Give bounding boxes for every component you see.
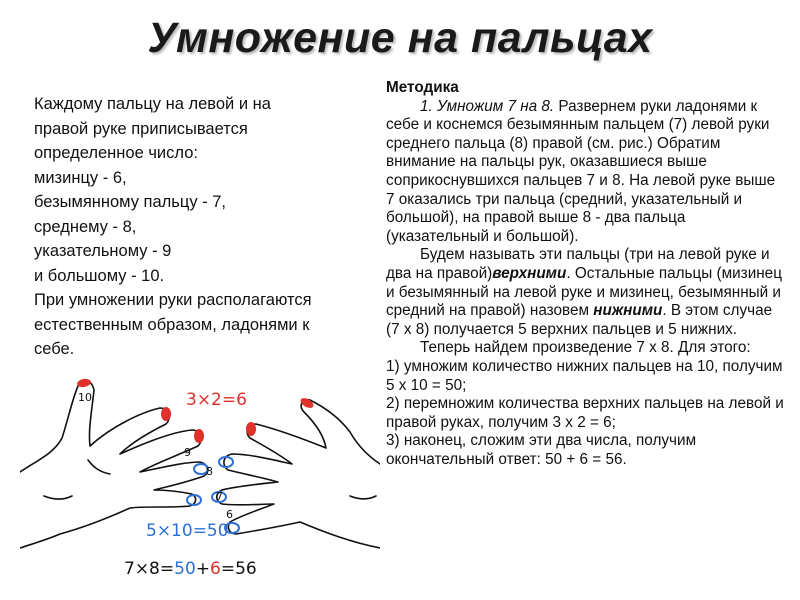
- step-2: 2) перемножим количества верхних пальцев на левой и правой руках, получим 3 х 2 = 6;: [386, 395, 784, 431]
- paragraph-text: . В этом случае (7 х 8) получается 5 верхних пальцев и 5 нижних.: [386, 302, 773, 338]
- upper-product-label: 3×2=6: [186, 390, 247, 410]
- paragraph-text: Развернем руки ладонями к себе и коснемся безымянным пальцем (7) левой руки среднего пальца (8) правой (см. рис.) Обратим внимание на пальцы рук, оказавшиеся выше соприкоснувшихся пальцев 7 и 8. На левой руке выше 7 оказались три пальца (средний, указательный и большой), на правой выше 8 - два пальца (указательный и большой).: [386, 97, 776, 245]
- fingertip-marks: [76, 378, 315, 443]
- equation-result: =56: [220, 559, 257, 579]
- finger-number-9: 9: [184, 446, 191, 459]
- equation-left: 7×8=: [124, 559, 175, 579]
- term-lower: нижними: [593, 302, 663, 320]
- intro-line: и большому - 10.: [34, 266, 165, 285]
- method-heading: Методика: [386, 79, 459, 96]
- method-paragraph-2: [386, 246, 786, 339]
- intro-line: указательному - 9: [34, 242, 172, 260]
- equation-6: 6: [210, 559, 221, 579]
- method-paragraph-1: [386, 98, 786, 247]
- final-equation: [124, 559, 257, 579]
- intro-line: Каждому пальцу на левой и на: [34, 95, 271, 113]
- page-title: Умножение на пальцах: [147, 14, 653, 62]
- intro-line: При умножении руки располагаются: [34, 291, 312, 309]
- intro-line: безымянному пальцу - 7,: [34, 193, 227, 211]
- intro-line: среднему - 8,: [34, 217, 137, 236]
- example-label: 1. Умножим 7 на 8.: [420, 97, 555, 115]
- term-upper: верхними: [492, 264, 567, 282]
- equation-50: 50: [174, 559, 196, 579]
- intro-line: правой руке приписывается: [34, 119, 248, 138]
- intro-line: определенное число:: [34, 144, 198, 162]
- paragraph-text: . Остальные пальцы (мизинец и безымянный на левой руке и мизинец, безымянный и средний на правой) назовем: [386, 264, 782, 320]
- finger-number-6: 6: [226, 508, 233, 521]
- lower-product-label: 5×10=50: [146, 521, 229, 541]
- finger-number-10: 10: [78, 391, 92, 404]
- hands-figure: [20, 372, 380, 600]
- method-text: [386, 79, 786, 469]
- intro-line: себе.: [34, 340, 75, 358]
- intro-line: мизинцу - 6,: [34, 168, 127, 187]
- right-hand-outline: [217, 400, 380, 548]
- intro-text: [34, 92, 379, 362]
- step-1: 1) умножим количество нижних пальцев на 10, получим 5 х 10 = 50;: [386, 357, 783, 394]
- equation-plus: +: [195, 559, 211, 579]
- step-3: 3) наконец, сложим эти два числа, получим окончательный ответ: 50 + 6 = 56.: [386, 432, 697, 468]
- finger-number-8: 8: [206, 465, 213, 478]
- finger-number-7: 7: [216, 490, 223, 503]
- method-paragraph-3: Теперь найдем произведение 7 х 8. Для этого:: [420, 339, 751, 357]
- paragraph-text: Будем называть эти пальцы (три на левой руке и два на правой): [386, 246, 770, 282]
- intro-line: естественным образом, ладонями к: [34, 315, 310, 334]
